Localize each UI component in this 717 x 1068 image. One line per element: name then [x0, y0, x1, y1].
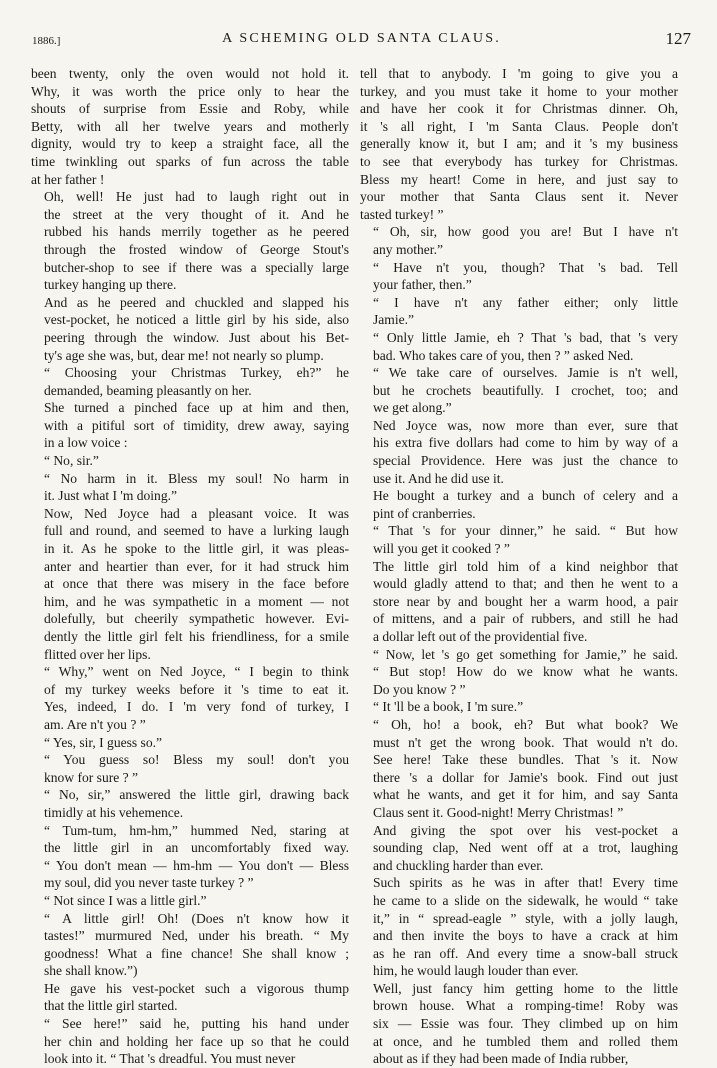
text-line: will you get it cooked ? ” — [373, 541, 510, 557]
text-line: what he wants, and get it for him, and say Santa — [373, 787, 678, 803]
text-line: tasted turkey! ” — [360, 206, 444, 222]
paragraph — [360, 65, 678, 223]
text-line: in a low voice : — [44, 435, 128, 451]
text-line: “ No harm in it. Bless my soul! No harm in — [44, 470, 349, 486]
text-line: “ Not since I was a little girl.” — [44, 892, 207, 908]
text-line: am. Are n't you ? ” — [44, 716, 146, 732]
paragraph — [360, 646, 678, 699]
text-line: it,” in “ spread-eagle ” style, with a jolly laugh, — [373, 910, 678, 926]
paragraph — [31, 399, 349, 452]
paragraph — [31, 364, 349, 399]
text-line: been twenty, only the oven would not hold it. — [31, 66, 349, 81]
text-line: at her father ! — [31, 171, 105, 187]
paragraph — [31, 822, 349, 892]
text-line: dignity, would try to keep a straight face, all the — [31, 136, 349, 152]
paragraph — [360, 223, 678, 258]
paragraph — [360, 980, 678, 1068]
text-line: Yes, indeed, I do. I 'm very fond of turkey, I — [44, 699, 349, 715]
text-line: there 's a dollar for Jamie's book. Find out just — [373, 769, 678, 785]
paragraph — [31, 910, 349, 980]
text-line: it. Just what I 'm doing.” — [44, 488, 178, 504]
text-line: And as he peered and chuckled and slapped his — [44, 294, 349, 310]
paragraph — [31, 452, 349, 470]
text-line: “ Have n't you, though? That 's bad. Tell — [373, 259, 678, 275]
text-line: store near by and bought her a warm hood, a pair — [373, 593, 678, 609]
text-line: Bless my heart! Come in here, and just say to — [360, 171, 678, 187]
text-line: “ We take care of ourselves. Jamie is n't well, — [373, 365, 678, 381]
text-line: would gladly attend to that; and then he went to a — [373, 576, 678, 592]
text-line: Well, just fancy him getting home to the little — [373, 980, 678, 996]
text-line: Why, it was worth the price only to hear the — [31, 83, 349, 99]
text-line: ty's age she was, but, dear me! not nearly so plump. — [44, 347, 324, 363]
header-year: 1886.] — [32, 35, 61, 47]
right-column — [360, 65, 678, 1068]
text-line: turkey, and you must take it home to your mother — [360, 83, 678, 99]
text-line: anter and heartier than ever, for it had struck him — [44, 558, 349, 574]
paragraph — [360, 716, 678, 822]
paragraph — [31, 188, 349, 294]
text-line: it 's all right, I 'm Santa Claus. People don't — [360, 118, 678, 134]
text-line: “ I have n't any father either; only little — [373, 294, 678, 310]
text-line: “ Now, let 's go get something for Jamie,” he said. — [373, 646, 678, 662]
text-line: him, he would laugh louder than ever. — [373, 963, 579, 979]
paragraph — [31, 786, 349, 821]
text-line: She turned a pinched face up at him and then, — [44, 400, 349, 416]
text-line: and have her cook it for Christmas dinner. Oh, — [360, 101, 678, 117]
text-line: any mother.” — [373, 241, 443, 257]
text-line: tastes!” murmured Ned, under his breath. “ My — [44, 928, 349, 944]
text-line: him, and he was sympathetic in a moment — not — [44, 593, 349, 609]
paragraph — [31, 734, 349, 752]
text-line: rubbed his hands merrily together as he peered — [44, 224, 349, 240]
paragraph — [31, 892, 349, 910]
text-line: of my turkey weeks before it 's time to eat it. — [44, 681, 349, 697]
text-line: “ Choosing your Christmas Turkey, eh?” he — [44, 365, 349, 381]
text-line: Such spirits as he was in after that! Every time — [373, 875, 678, 891]
text-line: turkey hanging up there. — [44, 277, 177, 293]
text-line: full and round, and seemed to have a lurking laugh — [44, 523, 349, 539]
text-line: And giving the spot over his vest-pocket a — [373, 822, 678, 838]
text-line: timidly at his vehemence. — [44, 804, 184, 820]
text-line: and chuckling harder than ever. — [373, 857, 544, 873]
paragraph — [31, 1015, 349, 1068]
text-line: Jamie.” — [373, 312, 414, 328]
text-line: time twinkling out sparks of fun across the table — [31, 153, 349, 169]
text-line: The little girl told him of a kind neighbor that — [373, 558, 678, 574]
text-line: to see that everybody has turkey for Christmas. — [360, 153, 678, 169]
text-line: at once, and he tumbled them and rolled them — [373, 1033, 678, 1049]
text-line: with a pitiful sort of timidity, drew away, saying — [44, 417, 349, 433]
paragraph — [31, 65, 349, 188]
paragraph — [31, 470, 349, 505]
text-line: bad. Who takes care of you, then ? ” asked Ned. — [373, 347, 634, 363]
paragraph — [360, 417, 678, 487]
text-line: in it. As he spoke to the little girl, it was pleas- — [44, 541, 349, 557]
paragraph — [31, 505, 349, 663]
text-line: special Providence. Here was just the chance to — [373, 453, 678, 469]
paragraph — [360, 259, 678, 294]
text-line: your father, then.” — [373, 277, 472, 293]
text-line: the little girl in an uncomfortably fixed way. — [44, 840, 349, 856]
paragraph — [360, 294, 678, 329]
paragraph — [31, 663, 349, 733]
text-line: brown house. What a romping-time! Roby was — [373, 998, 678, 1014]
paragraph — [360, 487, 678, 522]
text-line: the street at the very thought of it. And he — [44, 206, 349, 222]
text-line: flitted over her lips. — [44, 646, 151, 662]
text-line: “ Only little Jamie, eh ? That 's bad, that 's very — [373, 329, 678, 345]
text-line: pint of cranberries. — [373, 505, 476, 521]
text-line: Do you know ? ” — [373, 681, 466, 697]
paragraph — [360, 329, 678, 364]
text-line: “ You guess so! Bless my soul! don't you — [44, 752, 349, 768]
text-line: look into it. “ That 's dreadful. You must never — [44, 1051, 296, 1067]
text-line: Claus sent it. Good-night! Merry Christmas! ” — [373, 804, 624, 820]
text-line: my soul, did you never taste turkey ? ” — [44, 875, 254, 891]
text-line: peering through the window. Just about his Bet- — [44, 329, 349, 345]
paragraph — [360, 822, 678, 875]
running-header — [32, 26, 691, 56]
paragraph — [31, 980, 349, 1015]
text-line: Ned Joyce was, now more than ever, sure that — [373, 417, 678, 433]
paragraph — [360, 364, 678, 417]
text-line: her chin and holding her face up so that he could — [44, 1033, 349, 1049]
text-line: sounding clap, Ned went off at a trot, laughing — [373, 840, 678, 856]
text-line: Betty, with all her twelve years and motherly — [31, 118, 349, 134]
text-line: He gave his vest-pocket such a vigorous thump — [44, 980, 349, 996]
paragraph — [360, 522, 678, 557]
text-line: He bought a turkey and a bunch of celery and a — [373, 488, 678, 504]
text-line: about as if they had been made of India rubber, — [373, 1051, 629, 1067]
text-line: know for sure ? ” — [44, 769, 139, 785]
text-line: must n't get the wrong book. That would n't do. — [373, 734, 678, 750]
text-line: vest-pocket, he noticed a little girl by his side, also — [44, 312, 349, 328]
text-line: dolefully, but cheerily sympathetic however. Evi- — [44, 611, 349, 627]
header-title: A SCHEMING OLD SANTA CLAUS. — [222, 31, 501, 46]
text-line: “ Tum-tum, hm-hm,” hummed Ned, staring at — [44, 822, 349, 838]
text-line: “ You don't mean — hm-hm — You don't — Bless — [44, 857, 349, 873]
text-line: See here! Take these bundles. That 's it. Now — [373, 752, 678, 768]
text-line: of mittens, and a pair of rubbers, and still he had — [373, 611, 678, 627]
text-line: your mother that Santa Claus sent it. Never — [360, 189, 678, 205]
text-line: “ A little girl! Oh! (Does n't know how it — [44, 910, 349, 926]
text-line: tell that to anybody. I 'm going to give you a — [360, 66, 678, 81]
text-line: he came to a slide on the sidewalk, he would “ take — [373, 892, 678, 908]
text-line: “ See here!” said he, putting his hand under — [44, 1016, 349, 1032]
text-line: “ But stop! How do we know what he wants. — [373, 664, 678, 680]
paragraph — [31, 751, 349, 786]
text-line: “ Why,” went on Ned Joyce, “ I begin to think — [44, 664, 349, 680]
text-line: as he ran off. And every time a snow-ball struck — [373, 945, 678, 961]
text-line: through the frosted window of George Stout's — [44, 241, 349, 257]
text-line: “ Oh, sir, how good you are! But I have n't — [373, 224, 678, 240]
paragraph — [31, 294, 349, 364]
text-line: six — Essie was four. They climbed up on him — [373, 1016, 678, 1032]
paragraph — [360, 874, 678, 980]
text-line: “ Oh, ho! a book, eh? But what book? We — [373, 716, 678, 732]
text-line: a dollar left out of the providential five. — [373, 629, 588, 644]
text-line: butcher-shop to see if there was a specially large — [44, 259, 349, 275]
text-line: “ No, sir.” — [44, 453, 99, 469]
page-number: 127 — [665, 29, 691, 48]
text-line: but he crochets beautifully. I crochet, too; and — [373, 382, 678, 398]
text-line: we get along.” — [373, 400, 452, 416]
text-line: she shall know.”) — [44, 963, 138, 979]
text-line: use it. And he did use it. — [373, 470, 504, 486]
text-line: “ No, sir,” answered the little girl, drawing back — [44, 787, 349, 803]
text-line: Oh, well! He just had to laugh right out in — [44, 189, 349, 205]
text-line: Now, Ned Joyce had a pleasant voice. It was — [44, 505, 349, 521]
text-line: dently the little girl felt his friendliness, for a smile — [44, 629, 349, 644]
paragraph — [360, 558, 678, 646]
left-column — [31, 65, 349, 1068]
text-line: his extra five dollars had come to him by way of a — [373, 435, 678, 451]
text-line: and then invite the boys to have a crack at him — [373, 928, 678, 944]
text-line: “ It 'll be a book, I 'm sure.” — [373, 699, 524, 715]
text-line: “ Yes, sir, I guess so.” — [44, 734, 162, 750]
text-line: “ That 's for your dinner,” he said. “ But how — [373, 523, 678, 539]
text-line: demanded, beaming pleasantly on her. — [44, 382, 252, 398]
paragraph — [360, 698, 678, 716]
text-line: generally know it, but I am; and it 's my business — [360, 136, 678, 152]
text-line: shouts of surprise from Essie and Roby, while — [31, 101, 349, 117]
text-line: at once that there was misery in the face before — [44, 576, 349, 592]
text-line: goodness! What a fine chance! She shall know ; — [44, 945, 349, 961]
text-line: that the little girl started. — [44, 998, 178, 1014]
